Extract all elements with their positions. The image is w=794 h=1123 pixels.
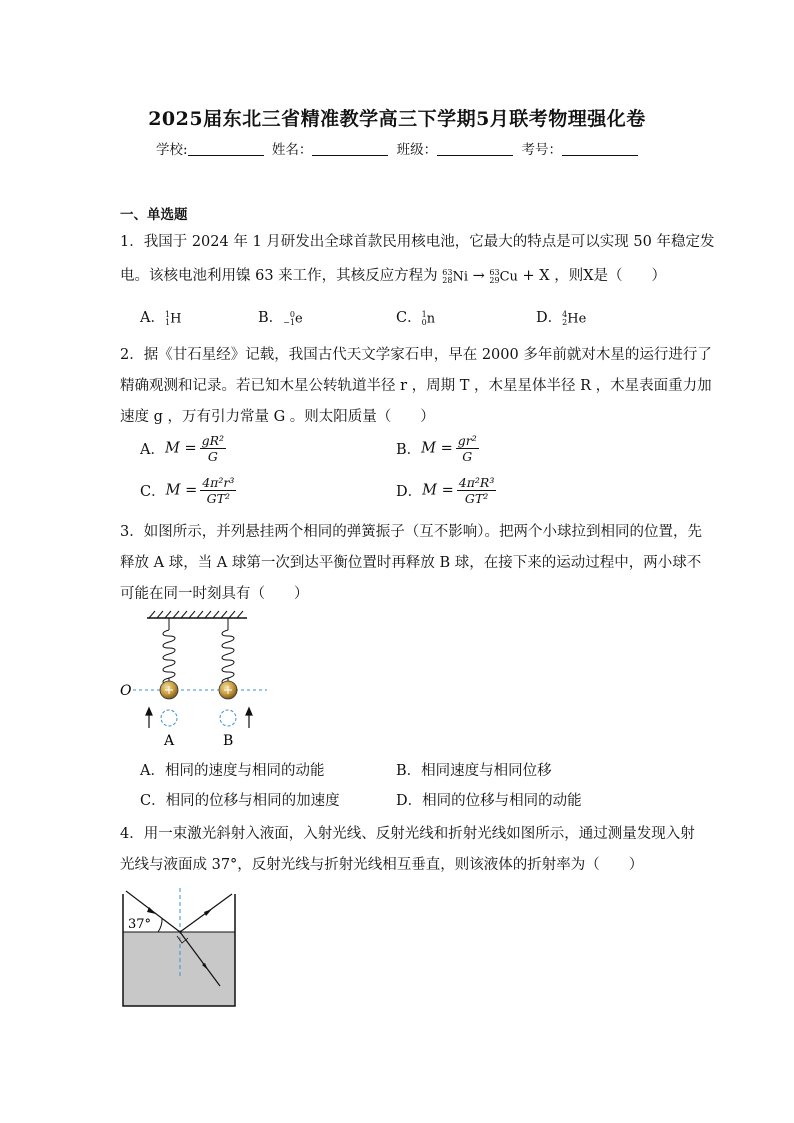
o-label: O <box>120 683 132 699</box>
angle-label: 37° <box>128 917 152 932</box>
ball-a-initial-position <box>161 710 177 726</box>
q3-option-b[interactable]: B．相同速度与相同位移 <box>396 763 552 779</box>
liquid-region <box>123 932 235 1006</box>
school-blank[interactable] <box>188 143 264 156</box>
angle-arc <box>158 918 162 932</box>
name-blank[interactable] <box>312 143 388 156</box>
q1-line2 <box>120 264 666 285</box>
class-label: 班级： <box>396 142 438 158</box>
q3-line1: 3．如图所示，并列悬挂两个相同的弹簧振子（互不影响）。把两个小球拉到相同的位置，先 <box>120 524 702 540</box>
number-blank[interactable] <box>562 143 638 156</box>
name-label: 姓名： <box>271 142 313 158</box>
ni-nuclide: 63 28Ni <box>442 267 469 285</box>
q1-line2b: + X ，则X是（ ） <box>522 268 667 284</box>
q1-line2a: 电。该核电池利用镍 63 来工作，其核反应方程为 <box>120 268 438 284</box>
student-info-line <box>0 138 794 158</box>
q1-option-b[interactable]: B． 0 −1e <box>258 309 303 327</box>
q3-line2: 释放 A 球，当 A 球第一次到达平衡位置时再释放 B 球，在接下来的运动过程中，两小球不 <box>120 555 702 571</box>
spring-a <box>163 618 175 684</box>
school-label: 学校: <box>156 142 188 158</box>
q4-line1: 4．用一束激光斜射入液面，入射光线、反射光线和折射光线如图所示，通过测量发现入射 <box>120 826 695 842</box>
q2-line3: 速度 g ，万有引力常量 G 。则太阳质量（ ） <box>120 409 435 425</box>
exam-title: 2025届东北三省精准教学高三下学期5月联考物理强化卷 <box>148 108 646 130</box>
q3-option-d[interactable]: D．相同的位移与相同的动能 <box>396 793 582 809</box>
number-label: 考号： <box>521 142 562 158</box>
ball-b-initial-position <box>220 710 236 726</box>
q2-option-d[interactable]: D．M = $\frac{\text{4π²R³}}{\text{GT²}}$ <box>396 475 495 506</box>
q1-option-a[interactable]: A．1 1H <box>140 309 182 327</box>
q2-option-b[interactable]: B．M = $\frac{\text{gr²}}{G}$ <box>396 433 477 464</box>
q1-option-c[interactable]: C．1 0n <box>396 309 436 327</box>
reflected-arrow <box>204 909 212 916</box>
q2-line1: 2．据《甘石星经》记载，我国古代天文学家石申，早在 2000 多年前就对木星的运行进行了 <box>120 347 712 363</box>
q3-line3: 可能在同一时刻具有（ ） <box>120 586 309 602</box>
section-heading: 一、单选题 <box>120 207 188 223</box>
b-label: B <box>223 733 234 748</box>
a-label: A <box>164 733 175 748</box>
q3-option-a[interactable]: A．相同的速度与相同的动能 <box>140 763 325 779</box>
q1-line1: 1．我国于 2024 年 1 月研发出全球首款民用核电池，它最大的特点是可以实现 50 年稳定发 <box>120 234 715 250</box>
q2-line2: 精确观测和记录。若已知木星公转轨道半径 r ，周期 T ，木星星体半径 R ，木星表面重力加 <box>120 378 712 394</box>
q4-line2: 光线与液面成 37°，反射光线与折射光线相互垂直，则该液体的折射率为（ ） <box>120 857 644 873</box>
arrow-b <box>246 708 252 728</box>
ceiling-hatch <box>149 611 243 618</box>
q1-option-d[interactable]: D．4 2He <box>536 309 587 327</box>
refraction-figure <box>120 886 240 1010</box>
q2-option-c[interactable]: C．M = $\frac{\text{4π²r³}}{\text{GT²}}$ <box>140 475 235 506</box>
spring-oscillator-figure <box>115 608 275 748</box>
spring-b <box>222 618 234 684</box>
q3-option-c[interactable]: C．相同的位移与相同的加速度 <box>140 793 340 809</box>
q2-option-a[interactable]: A．M = $\frac{\text{gR²}}{G}$ <box>140 433 225 464</box>
arrow-a <box>146 708 152 728</box>
cu-nuclide: 63 29Cu <box>489 267 518 285</box>
reaction-arrow: → <box>472 268 485 284</box>
class-blank[interactable] <box>437 143 513 156</box>
